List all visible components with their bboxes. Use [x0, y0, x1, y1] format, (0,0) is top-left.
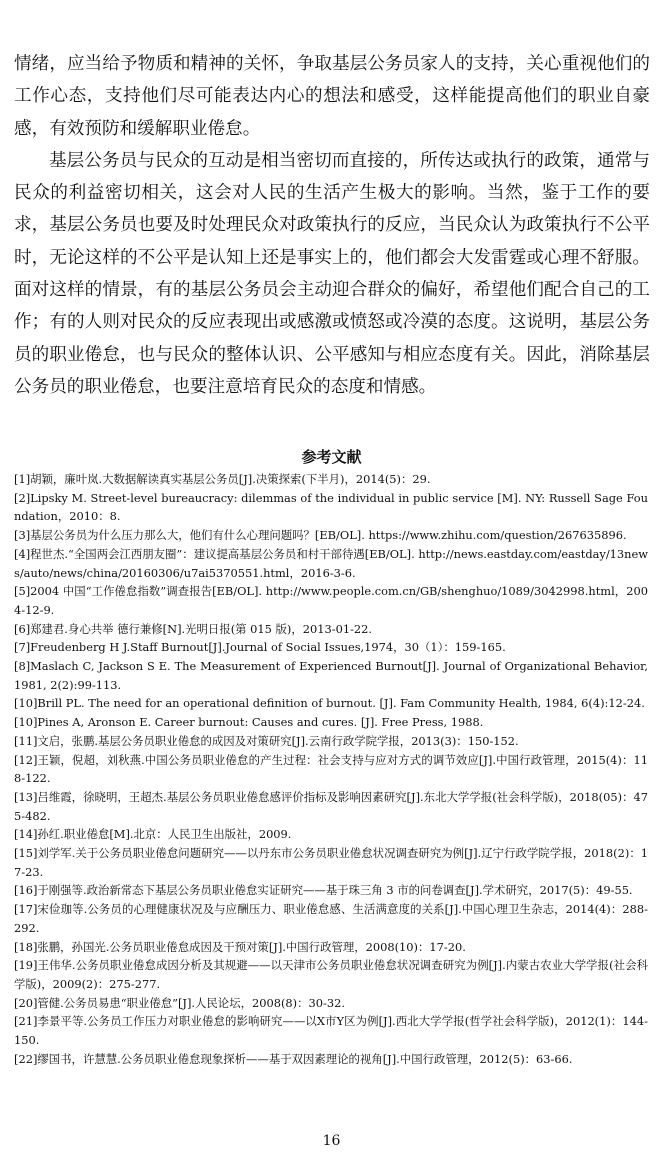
reference-item: [7]Freudenberg H J.Staff Burnout[J].Journal of Social Issues,1974，30（1）：159-165. [14, 640, 506, 655]
reference-list [14, 470, 648, 1069]
reference-item: [22]缪国书，许慧慧.公务员职业倦怠现象探析——基于双因素理论的视角[J].中国行政管理，2012(5)：63-66. [14, 1051, 573, 1066]
reference-item: [19]王伟华.公务员职业倦怠成因分析及其规避——以天津市公务员职业倦怠状况调查研究为例[J].内蒙古农业大学学报(社会科学版)，2009(2)：275-277. [14, 958, 648, 991]
reference-item: [10]Pines A, Aronson E. Career burnout: Causes and cures. [J]. Free Press, 1988. [14, 715, 484, 730]
body-paragraph-2: 基层公务员与民众的互动是相当密切而直接的，所传达或执行的政策，通常与民众的利益密切相关，这会对人民的生活产生极大的影响。当然，鉴于工作的要求，基层公务员也要及时处理民众对政策执行的反应，当民众认为政策执行不公平时，无论这样的不公平是认知上还是事实上的，他们都会大发雷霆或心理不舒服。面对这样的情景，有的基层公务员会主动迎合群众的偏好，希望他们配合自己的工作；有的人则对民众的反应表现出或感激或愤怒或冷漠的态度。这说明，基层公务员的职业倦怠，也与民众的整体认识、公平感知与相应态度有关。因此，消除基层公务员的职业倦怠，也要注意培育民众的态度和情感。 [14, 150, 650, 397]
references-title: 参考文献 [301, 448, 362, 466]
reference-item: [1]胡颖，廉叶岚.大数据解读真实基层公务员[J].决策探索(下半月)，2014(5)：29. [14, 472, 431, 486]
body-text [14, 48, 650, 403]
reference-item: [16]于刚强等.政治新常态下基层公务员职业倦怠实证研究——基于珠三角 3 市的问卷调查[J].学术研究，2017(5)：49-55. [14, 883, 633, 898]
reference-item: [20]管健.公务员易患“职业倦怠”[J].人民论坛，2008(8)：30-32. [14, 995, 345, 1010]
reference-item: [14]孙红.职业倦怠[M].北京：人民卫生出版社，2009. [14, 827, 292, 842]
reference-item: [13]吕维霞，徐晓明，王超杰.基层公务员职业倦怠感评价指标及影响因素研究[J].东北大学学报(社会科学版)，2018(05)：475-482. [14, 789, 648, 823]
reference-item: [3]基层公务员为什么压力那么大，他们有什么心理问题吗？[EB/OL]. https://www.zhihu.com/question/267635896. [14, 528, 627, 543]
reference-item: [4]程世杰.“全国两会江西朋友圈”：建议提高基层公务员和村干部待遇[EB/OL]. http://news.eastday.com/eastday/13news/auto/news/china/20160306/u7ai5370551.html，2016-3-6. [14, 546, 648, 580]
reference-item: [5]2004 中国“工作倦怠指数”调查报告[EB/OL]. http://www.people.com.cn/GB/shenghuo/1089/3042998.html，2004-12-9. [14, 584, 648, 617]
reference-item: [21]李景平等.公务员工作压力对职业倦怠的影响研究——以X市Y区为例[J].西北大学学报(哲学社会科学版)，2012(1)：144-150. [14, 1014, 648, 1048]
page-number: 16 [322, 1133, 341, 1149]
reference-item: [6]郑建君.身心共举 德行兼修[N].光明日报(第 015 版)，2013-01-22. [14, 621, 373, 636]
reference-item: [12]王颖，倪超，刘秋燕.中国公务员职业倦怠的产生过程：社会支持与应对方式的调节效应[J].中国行政管理，2015(4)：118-122. [14, 752, 648, 786]
reference-item: [17]宋俭珈等.公务员的心理健康状况及与应酬压力、职业倦怠感、生活满意度的关系[J].中国心理卫生杂志，2014(4)：288-292. [14, 902, 648, 935]
body-paragraph-1: 情绪，应当给予物质和精神的关怀，争取基层公务员家人的支持，关心重视他们的工作心态，支持他们尽可能表达内心的想法和感受，这样能提高他们的职业自豪感，有效预防和缓解职业倦怠。 [14, 54, 650, 139]
reference-item: [8]Maslach C, Jackson S E. The Measurement of Experienced Burnout[J]. Journal of Organizational Behavior, 1981, 2(2):99-113. [14, 659, 648, 692]
reference-item: [11]文启，张鹏.基层公务员职业倦怠的成因及对策研究[J].云南行政学院学报，2013(3)：150-152. [14, 733, 519, 748]
reference-item: [2]Lipsky M. Street-level bureaucracy: dilemmas of the individual in public service [M]. NY: Russell Sage Foundation，2010：8. [14, 490, 648, 524]
reference-item: [18]张鹏，孙国光.公务员职业倦怠成因及干预对策[J].中国行政管理，2008(10)：17-20. [14, 939, 466, 954]
reference-item: [15]刘学军.关于公务员职业倦怠问题研究——以丹东市公务员职业倦怠状况调查研究为例[J].辽宁行政学院学报，2018(2)：17-23. [14, 846, 648, 879]
reference-item: [10]Brill PL. The need for an operational definition of burnout. [J]. Fam Community Health, 1984, 6(4):12-24. [14, 696, 645, 711]
